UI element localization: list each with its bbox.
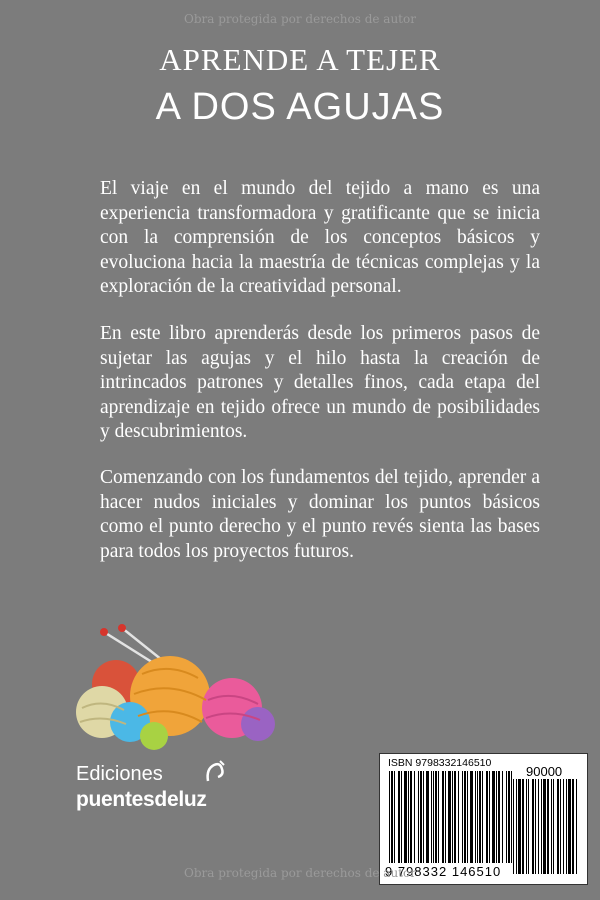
barcode-bar (475, 771, 476, 863)
purple-yarn-ball (241, 707, 275, 741)
body-paragraph-1: El viaje en el mundo del tejido a mano es una experiencia transformadora y gratificante que se inicia con la comprensión de los conceptos básicos y evoluciona hacia la maestría de técnicas complejas y la exploración de la creatividad personal. (100, 178, 540, 298)
needle-tip-right (118, 624, 126, 632)
barcode-bar (538, 779, 539, 874)
barcode-bar (496, 771, 497, 863)
barcode-bar (560, 779, 561, 874)
barcode-bar (541, 779, 542, 874)
barcode-bar (404, 771, 407, 863)
publisher-logo (76, 763, 296, 823)
barcode-bar (563, 779, 564, 874)
barcode-price (513, 779, 577, 874)
barcode-bar (401, 771, 402, 863)
barcode-bar (526, 779, 527, 874)
barcode-bar (442, 771, 444, 863)
barcode-bar (482, 771, 483, 863)
barcode-bar (557, 779, 559, 874)
title-line-2: A DOS AGUJAS (155, 86, 445, 128)
body-paragraph-2: En este libro aprenderás desde los primeros pasos de sujetar las agujas y el hilo hasta la creación de intrincados patrones y detalles finos, cada etapa del aprendizaje en tejido ofrece un mundo de posibilidades y descubrimientos. (100, 323, 540, 443)
barcode-bar (551, 779, 552, 874)
barcode-bar (522, 779, 524, 874)
needle-tip-left (100, 628, 108, 636)
barcode-bar (420, 771, 422, 863)
barcode-digits: 9 798332 146510 (385, 864, 502, 879)
barcode-bar (464, 771, 466, 863)
barcode-bar (391, 771, 393, 863)
barcode-bar (568, 779, 571, 874)
barcode-bar (566, 779, 567, 874)
barcode-bar (398, 771, 400, 863)
barcode-bar (518, 779, 521, 874)
barcode-bar (433, 771, 434, 863)
barcode-bar (448, 771, 451, 863)
barcode-bar (477, 771, 478, 863)
barcode-bar (426, 771, 429, 863)
barcode-bar (479, 771, 481, 863)
publisher-name-line-2: puentesdeluz (76, 788, 207, 811)
barcode-bar (492, 771, 495, 863)
watermark-top: Obra protegida por derechos de autor (184, 12, 416, 26)
barcode-bar (498, 771, 500, 863)
watermark-bottom: Obra protegida por derechos de autor (184, 866, 416, 880)
publisher-logo-icon (204, 759, 228, 789)
barcode-bar (454, 771, 456, 863)
barcode-bar (458, 771, 459, 863)
barcode-bar (553, 779, 554, 874)
barcode-bar (467, 771, 468, 863)
barcode-bar (528, 779, 529, 874)
barcode-bar (435, 771, 437, 863)
barcode-bar (410, 771, 412, 863)
barcode-bar (489, 771, 490, 863)
barcode-bar (511, 771, 512, 863)
barcode-bar (423, 771, 424, 863)
barcode-bar (572, 779, 574, 874)
barcode-bar (547, 779, 549, 874)
barcode-bar (394, 771, 395, 863)
body-paragraph-3: Comenzando con los fundamentos del tejido, aprender a hacer nudos iniciales y dominar los puntos básicos como el punto derecho y el punto revés sienta las bases para todos los proyectos futuros. (100, 467, 540, 562)
barcode-main (389, 771, 513, 863)
title-line-1: APRENDE A TEJER (159, 42, 441, 77)
barcode-bar (418, 771, 419, 863)
barcode-bar (452, 771, 453, 863)
green-yarn-ball (140, 722, 168, 750)
barcode-bar (445, 771, 446, 863)
barcode-bar (431, 771, 432, 863)
barcode-bar (506, 771, 507, 863)
barcode-bar (486, 771, 488, 863)
barcode-bar (543, 779, 546, 874)
barcode-bar (532, 779, 534, 874)
barcode-bar (508, 771, 510, 863)
isbn-label: ISBN 9798332146510 (388, 757, 492, 769)
barcode-bar (502, 771, 503, 863)
barcode-bar (414, 771, 415, 863)
barcode-bar (408, 771, 409, 863)
barcode-bar (438, 771, 439, 863)
barcode-bar (389, 771, 390, 863)
price-code: 90000 (526, 764, 563, 779)
barcode-bar (513, 779, 514, 874)
barcode-bar (516, 779, 517, 874)
yarn-balls-illustration (72, 624, 282, 754)
barcode-bar (576, 779, 577, 874)
barcode-bar (462, 771, 463, 863)
barcode-bar (535, 779, 536, 874)
barcode-bar (470, 771, 473, 863)
publisher-name-line-1: Ediciones (76, 763, 163, 785)
